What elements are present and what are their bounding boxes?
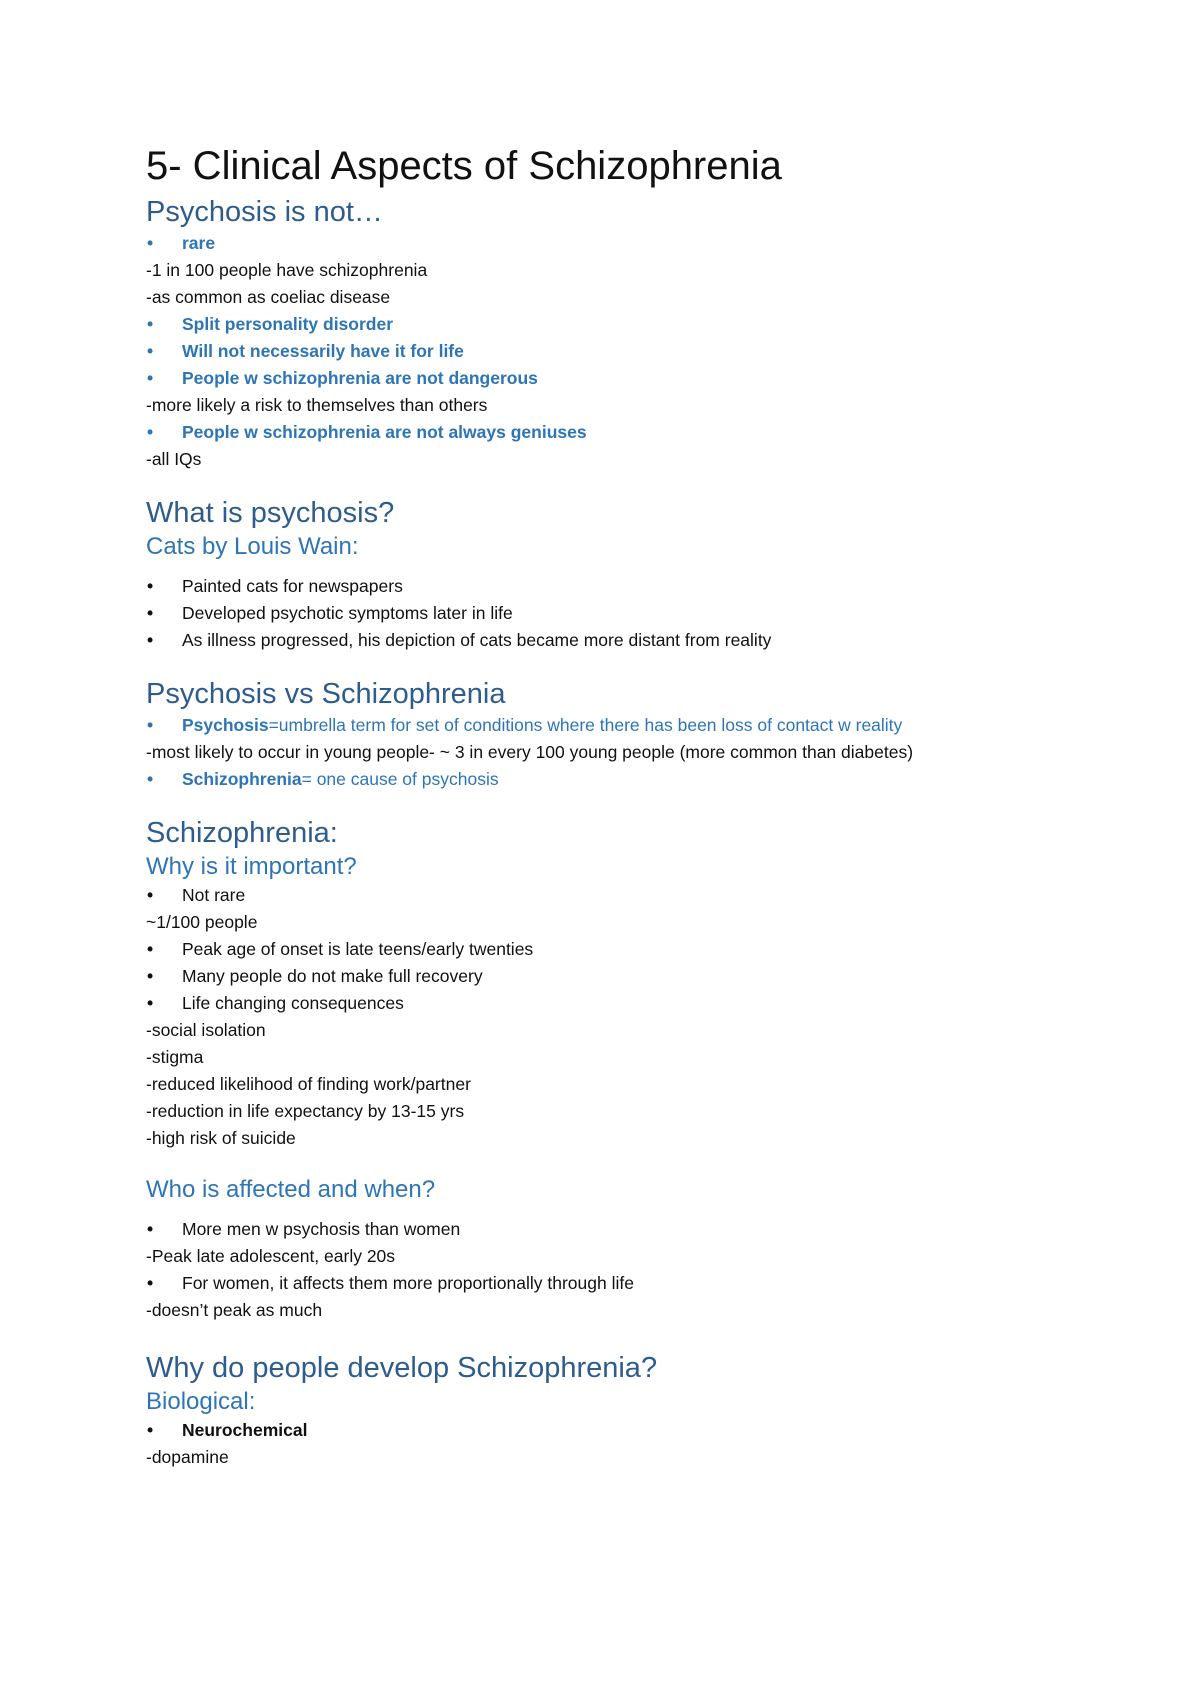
- list-item: • For women, it affects them more proportionally through life: [146, 1270, 1106, 1297]
- text-line: -dopamine: [146, 1447, 229, 1467]
- bullet-icon: •: [147, 769, 154, 789]
- heading-psychosis-vs-schizophrenia: Psychosis vs Schizophrenia: [146, 678, 506, 710]
- list-item: • Developed psychotic symptoms later in life: [146, 600, 1106, 627]
- text-line: -as common as coeliac disease: [146, 287, 391, 307]
- text-line: -high risk of suicide: [146, 1128, 296, 1148]
- bullet-icon: •: [147, 1219, 154, 1239]
- list-item: • People w schizophrenia are not always geniuses: [146, 419, 1106, 446]
- subheading-who-is-affected: Who is affected and when?: [146, 1176, 436, 1203]
- bullet-icon: •: [147, 1420, 154, 1440]
- text-line: -stigma: [146, 1047, 204, 1067]
- list-item: • Peak age of onset is late teens/early twenties: [146, 936, 1106, 963]
- heading-psychosis-is-not: Psychosis is not…: [146, 196, 383, 228]
- bullet-icon: •: [147, 341, 154, 361]
- text-line: -all IQs: [146, 449, 202, 469]
- bullet-icon: •: [147, 314, 154, 334]
- text-line: -social isolation: [146, 1020, 266, 1040]
- list-item: • Split personality disorder: [146, 311, 1106, 338]
- list-item: • Painted cats for newspapers: [146, 573, 1106, 600]
- list-item: • rare: [146, 230, 1106, 257]
- list-item: • More men w psychosis than women: [146, 1216, 1106, 1243]
- heading-schizophrenia: Schizophrenia:: [146, 817, 338, 849]
- text-line: -reduced likelihood of finding work/partner: [146, 1074, 471, 1094]
- subheading-biological: Biological:: [146, 1388, 256, 1415]
- text-line: -most likely to occur in young people- ~ 3 in every 100 young people (more common than diabetes): [146, 742, 914, 762]
- text-line: -Peak late adolescent, early 20s: [146, 1246, 396, 1266]
- heading-what-is-psychosis: What is psychosis?: [146, 497, 395, 529]
- list-item: • Neurochemical: [146, 1417, 1106, 1444]
- bullet-icon: •: [147, 993, 154, 1013]
- text-line: -1 in 100 people have schizophrenia: [146, 260, 428, 280]
- bullet-icon: •: [147, 885, 154, 905]
- text-line: ~1/100 people: [146, 912, 258, 932]
- bullet-icon: •: [147, 576, 154, 596]
- list-item: • As illness progressed, his depiction of cats became more distant from reality: [146, 627, 1106, 654]
- list-item: • Many people do not make full recovery: [146, 963, 1106, 990]
- document-page: [146, 140, 1106, 1471]
- text-line: -reduction in life expectancy by 13-15 yrs: [146, 1101, 465, 1121]
- subheading-why-important: Why is it important?: [146, 853, 357, 880]
- bullet-icon: •: [147, 1273, 154, 1293]
- bullet-icon: •: [147, 603, 154, 623]
- bullet-icon: •: [147, 966, 154, 986]
- document-title: 5- Clinical Aspects of Schizophrenia: [146, 144, 782, 188]
- list-item: • Life changing consequences: [146, 990, 1106, 1017]
- list-item: • Schizophrenia= one cause of psychosis: [146, 766, 1106, 793]
- subheading-cats-by-louis-wain: Cats by Louis Wain:: [146, 533, 359, 560]
- list-item: • Psychosis=umbrella term for set of conditions where there has been loss of contact w reality: [146, 712, 1106, 739]
- text-line: -more likely a risk to themselves than others: [146, 395, 488, 415]
- bullet-icon: •: [147, 233, 154, 253]
- list-item: • Will not necessarily have it for life: [146, 338, 1106, 365]
- bullet-icon: •: [147, 715, 154, 735]
- bullet-icon: •: [147, 630, 154, 650]
- text-line: -doesn’t peak as much: [146, 1300, 323, 1320]
- list-item: • People w schizophrenia are not dangerous: [146, 365, 1106, 392]
- heading-why-develop: Why do people develop Schizophrenia?: [146, 1352, 658, 1384]
- bullet-icon: •: [147, 422, 154, 442]
- bullet-icon: •: [147, 368, 154, 388]
- list-item: • Not rare: [146, 882, 1106, 909]
- bullet-icon: •: [147, 939, 154, 959]
